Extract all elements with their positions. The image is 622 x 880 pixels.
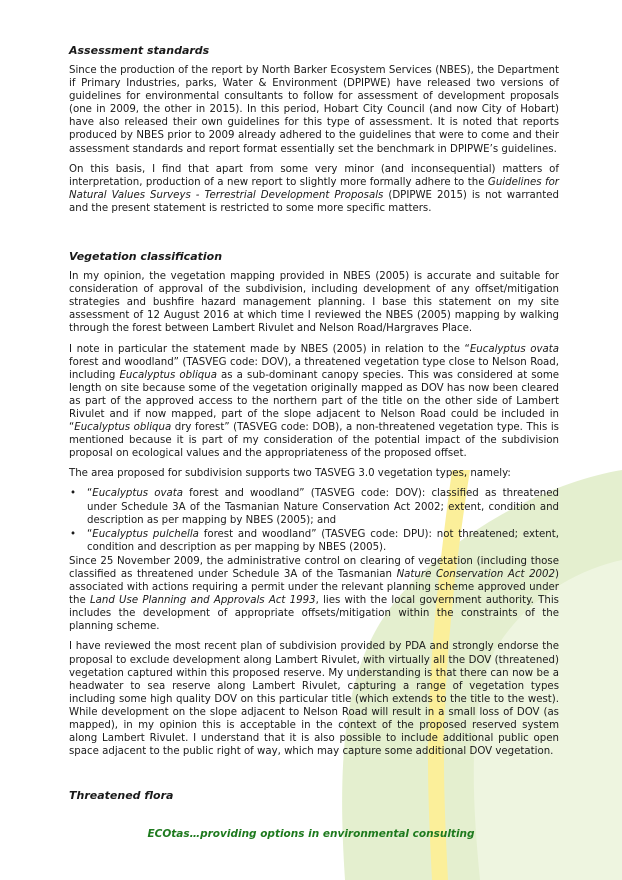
vegetation-paragraph-5: I have reviewed the most recent plan of subdivision provided by PDA and strongly endorse the proposal to exclude development along Lambert Rivulet, with virtually all the DOV (threatened) vegetation captured within this proposed reserve. My understanding is that there can now be a headwater to sea reserve along Lambert Rivulet, capturing a range of vegetation types including some high quality DOV on this particular title (which extends to the title to the west). While development on the slope adjacent to Nelson Road will result in a small loss of DOV (as mapped), in my opinion this is acceptable in the context of the proposed reserved system along Lambert Rivulet. I understand that it is also possible to include additional public open space adjacent to the public right of way, which may capture some additional DOV vegetation. (69, 641, 559, 758)
threatened-flora-heading: Threatened flora (69, 789, 174, 803)
bullet-icon: • (70, 488, 77, 500)
bullet-icon: • (70, 528, 77, 540)
list-item: • “Eucalyptus pulchella forest and woodland” (TASVEG code: DPU): not threatened; extent, condition and description as per mapping by NBES (2005). (70, 528, 559, 553)
vegetation-paragraph-3: The area proposed for subdivision supports two TASVEG 3.0 vegetation types, namely: (69, 468, 511, 480)
vegetation-classification-heading: Vegetation classification (69, 250, 223, 264)
document-body (69, 44, 559, 809)
list-item: • “Eucalyptus ovata forest and woodland” (TASVEG code: DOV): classified as threatened under Schedule 3A of the Tasmanian Nature Conservation Act 2002; extent, condition and description as per mapping by NBES (2005); and (70, 488, 559, 526)
assessment-paragraph-1: Since the production of the report by North Barker Ecosystem Services (NBES), the Department if Primary Industries, parks, Water & Environment (DPIPWE) have released two versions of guidelines for environmental consultants to follow for assessment of development proposals (one in 2009, the other in 2015). In this period, Hobart City Council (and now City of Hobart) have also released their own guidelines for this type of assessment. It is noted that reports produced by NBES prior to 2009 already adhered to the guidelines that were to come and their assessment standards and report format essentially set the benchmark in DPIPWE’s guidelines. (69, 65, 559, 155)
vegetation-paragraph-2: I note in particular the statement made by NBES (2005) in relation to the “Eucalyptus ovata forest and woodland” (TASVEG code: DOV), a threatened vegetation type close to Nelson Road, including Eucalyptus obliqua as a sub-dominant canopy species. This was considered at some length on site because some of the vegetation originally mapped as DOV has now been cleared as part of the approved access to the northern part of the title on the other side of Lambert Rivulet and if now mapped, part of the slope adjacent to Nelson Road could be included in “Eucalyptus obliqua dry forest” (TASVEG code: DOB), a non-threatened vegetation type. This is mentioned because it is part of my consideration of the potential impact of the subdivision proposal on ecological values and the appropriateness of the proposed offset. (69, 343, 560, 460)
vegetation-paragraph-4: Since 25 November 2009, the administrative control on clearing of vegetation (including those classified as threatened under Schedule 3A of the Tasmanian Nature Conservation Act 2002) associated with actions requiring a permit under the relevant planning scheme approved under the Land Use Planning and Approvals Act 1993, lies with the local government authority. This includes the development of appropriate offsets/mitigation within the constraints of the planning scheme. (69, 555, 559, 633)
assessment-paragraph-2: On this basis, I find that apart from some very minor (and inconsequential) matters of interpretation, production of a new report to slightly more formally adhere to the Guidelines for Natural Values Surveys - Terrestrial Development Proposals (DPIPWE 2015) is not warranted and the present statement is restricted to some more specific matters. (69, 163, 559, 214)
vegetation-paragraph-1: In my opinion, the vegetation mapping provided in NBES (2005) is accurate and suitable for consideration of approval of the subdivision, including development of any offset/mitigation strategies and bushfire hazard management planning. I base this statement on my site assessment of 12 August 2016 at which time I reviewed the NBES (2005) mapping by walking through the forest between Lambert Rivulet and Nelson Road/Hargraves Place. (69, 271, 559, 335)
footer-tagline: ECOtas…providing options in environmental consulting (147, 828, 475, 840)
assessment-standards-heading: Assessment standards (69, 44, 210, 57)
vegetation-types-list (69, 487, 559, 553)
